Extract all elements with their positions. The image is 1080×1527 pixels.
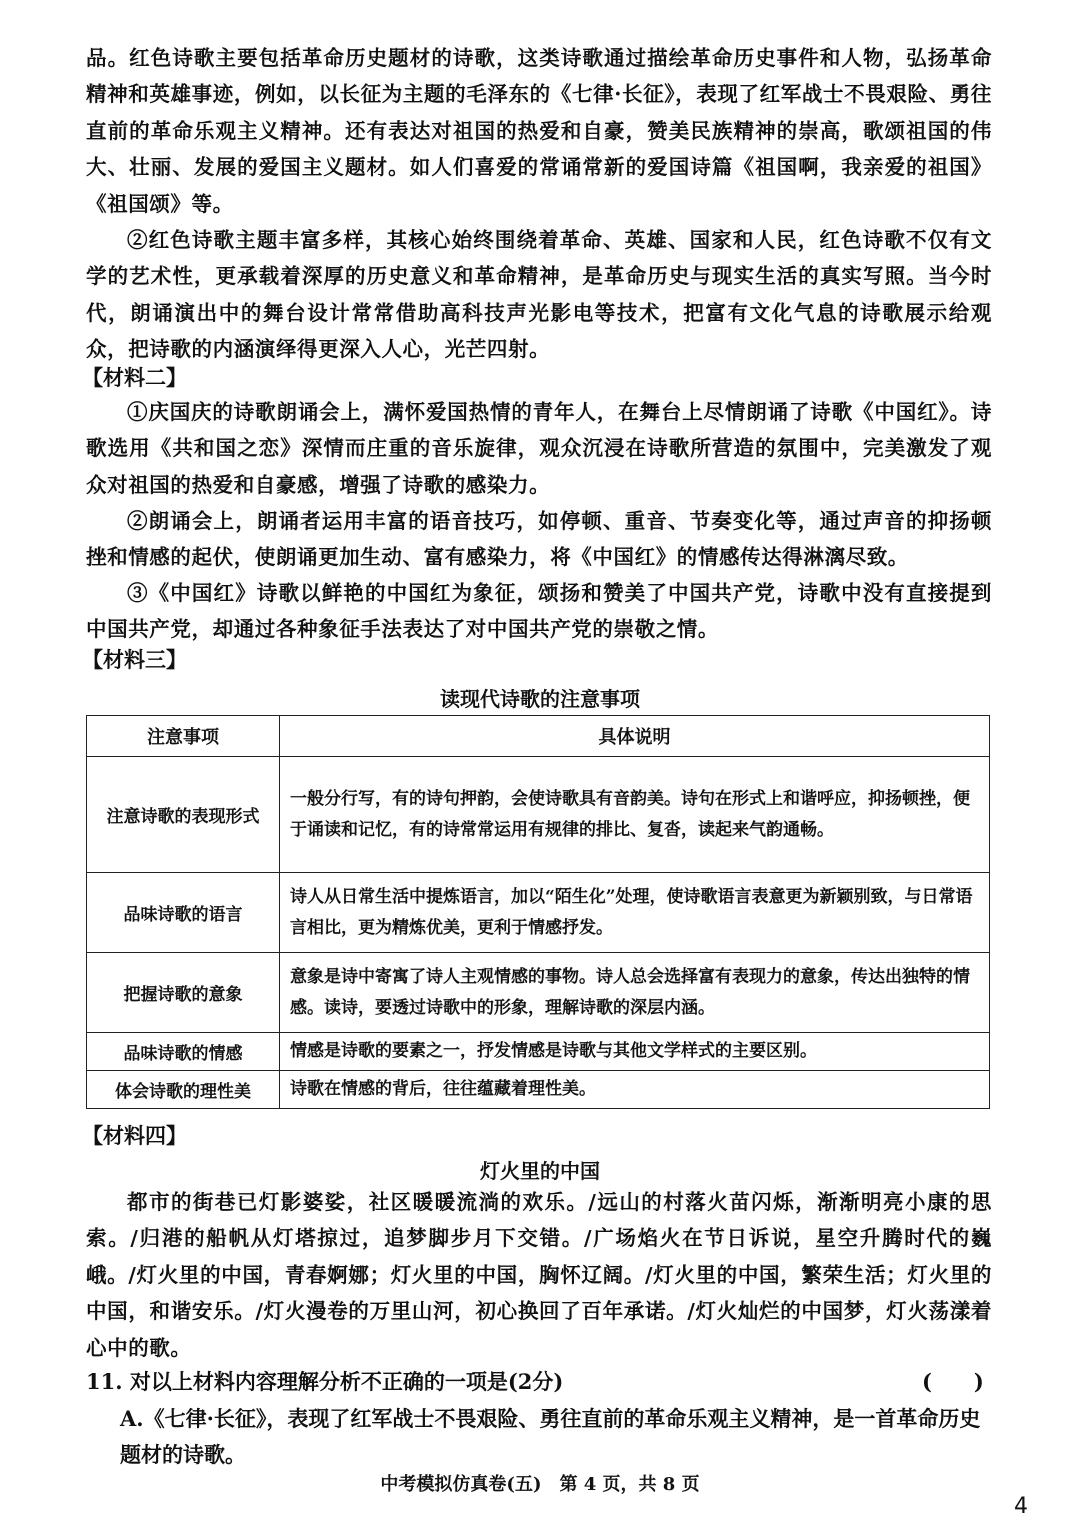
question-11-stem: 11. 对以上材料内容理解分析不正确的一项是(2分): [86, 1369, 564, 1394]
row-description: 诗人从日常生活中提炼语言，加以“陌生化”处理，使诗歌语言表意更为新颖别致，与日常语言相比，更为精炼优美，更利于情感抒发。: [280, 873, 990, 953]
table-title: 读现代诗歌的注意事项: [440, 687, 640, 711]
table-row: [87, 1071, 990, 1109]
row-item: 品味诗歌的情感: [87, 1033, 280, 1071]
material2-paragraph-1: ①庆国庆的诗歌朗诵会上，满怀爱国热情的青年人，在舞台上尽情朗诵了诗歌《中国红》。诗歌选用《共和国之恋》深情而庄重的音乐旋律，观众沉浸在诗歌所营造的氛围中，完美激发了观众对祖国的热爱和自豪感，增强了诗歌的感染力。: [86, 400, 992, 497]
row-item: 注意诗歌的表现形式: [87, 757, 280, 873]
row-item: 把握诗歌的意象: [87, 953, 280, 1033]
paragraph-red-poetry-types: 品。红色诗歌主要包括革命历史题材的诗歌，这类诗歌通过描绘革命历史事件和人物，弘扬革命精神和英雄事迹，例如，以长征为主题的毛泽东的《七律·长征》，表现了红军战士不畏艰险、勇往直前的革命乐观主义精神。还有表达对祖国的热爱和自豪，赞美民族精神的崇高，歌颂祖国的伟大、壮丽、发展的爱国主义题材。如人们喜爱的常诵常新的爱国诗篇《祖国啊，我亲爱的祖国》《祖国颂》等。: [86, 46, 992, 216]
header-item: 注意事项: [87, 716, 280, 757]
poem-text: 都市的街巷已灯影婆娑，社区暖暖流淌的欢乐。/远山的村落火苗闪烁，渐渐明亮小康的思索。/归港的船帆从灯塔掠过，追梦脚步月下交错。/广场焰火在节日诉说，星空升腾时代的巍峨。/灯火里的中国，青春婀娜；灯火里的中国，胸怀辽阔。/灯火里的中国，繁荣生活；灯火里的中国，和谐安乐。/灯火漫卷的万里山河，初心换回了百年承诺。/灯火灿烂的中国梦，灯火荡漾着心中的歌。: [86, 1190, 992, 1360]
row-description: 情感是诗歌的要素之一，抒发情感是诗歌与其他文学样式的主要区别。: [280, 1033, 990, 1071]
table-row: [87, 757, 990, 873]
row-description: 意象是诗中寄寓了诗人主观情感的事物。诗人总会选择富有表现力的意象，传达出独特的情感。读诗，要透过诗歌中的形象，理解诗歌的深层内涵。: [280, 953, 990, 1033]
answer-parentheses: ( ): [922, 1369, 984, 1394]
material3-label: 【材料三】: [82, 647, 187, 672]
reading-tips-table: [86, 715, 990, 1109]
row-item: 体会诗歌的理性美: [87, 1071, 280, 1109]
paragraph-red-poetry-themes: ②红色诗歌主题丰富多样，其核心始终围绕着革命、英雄、国家和人民，红色诗歌不仅有文学的艺术性，更承载着深厚的历史意义和革命精神，是革命历史与现实生活的真实写照。当今时代，朗诵演出中的舞台设计常常借助高科技声光影电等技术，把富有文化气息的诗歌展示给观众，把诗歌的内涵演绎得更深入人心，光芒四射。: [86, 228, 992, 362]
header-description: 具体说明: [280, 716, 990, 757]
table-row: [87, 1033, 990, 1071]
material2-paragraph-3: ③《中国红》诗歌以鲜艳的中国红为象征，颂扬和赞美了中国共产党，诗歌中没有直接提到中国共产党，却通过各种象征手法表达了对中国共产党的崇敬之情。: [86, 581, 992, 642]
material2-label: 【材料二】: [82, 365, 187, 390]
poem-title: 灯火里的中国: [480, 1159, 600, 1183]
material4-label: 【材料四】: [82, 1123, 187, 1148]
material2-paragraph-2: ②朗诵会上，朗诵者运用丰富的语音技巧，如停顿、重音、节奏变化等，通过声音的抑扬顿挫和情感的起伏，使朗诵更加生动、富有感染力，将《中国红》的情感传达得淋漓尽致。: [86, 509, 992, 570]
page-footer: 中考模拟仿真卷(五) 第 4 页，共 8 页: [380, 1474, 700, 1495]
page-number: 4: [1014, 1494, 1028, 1519]
row-item: 品味诗歌的语言: [87, 873, 280, 953]
table-row: [87, 873, 990, 953]
table-header-row: [87, 716, 990, 757]
row-description: 一般分行写，有的诗句押韵，会使诗歌具有音韵美。诗句在形式上和谐呼应，抑扬顿挫，便于诵读和记忆，有的诗常常运用有规律的排比、复沓，读起来气韵通畅。: [280, 757, 990, 873]
table-row: [87, 953, 990, 1033]
option-a: A.《七律·长征》，表现了红军战士不畏艰险、勇往直前的革命乐观主义精神，是一首革命历史题材的诗歌。: [120, 1406, 981, 1467]
row-description: 诗歌在情感的背后，往往蕴藏着理性美。: [280, 1071, 990, 1109]
